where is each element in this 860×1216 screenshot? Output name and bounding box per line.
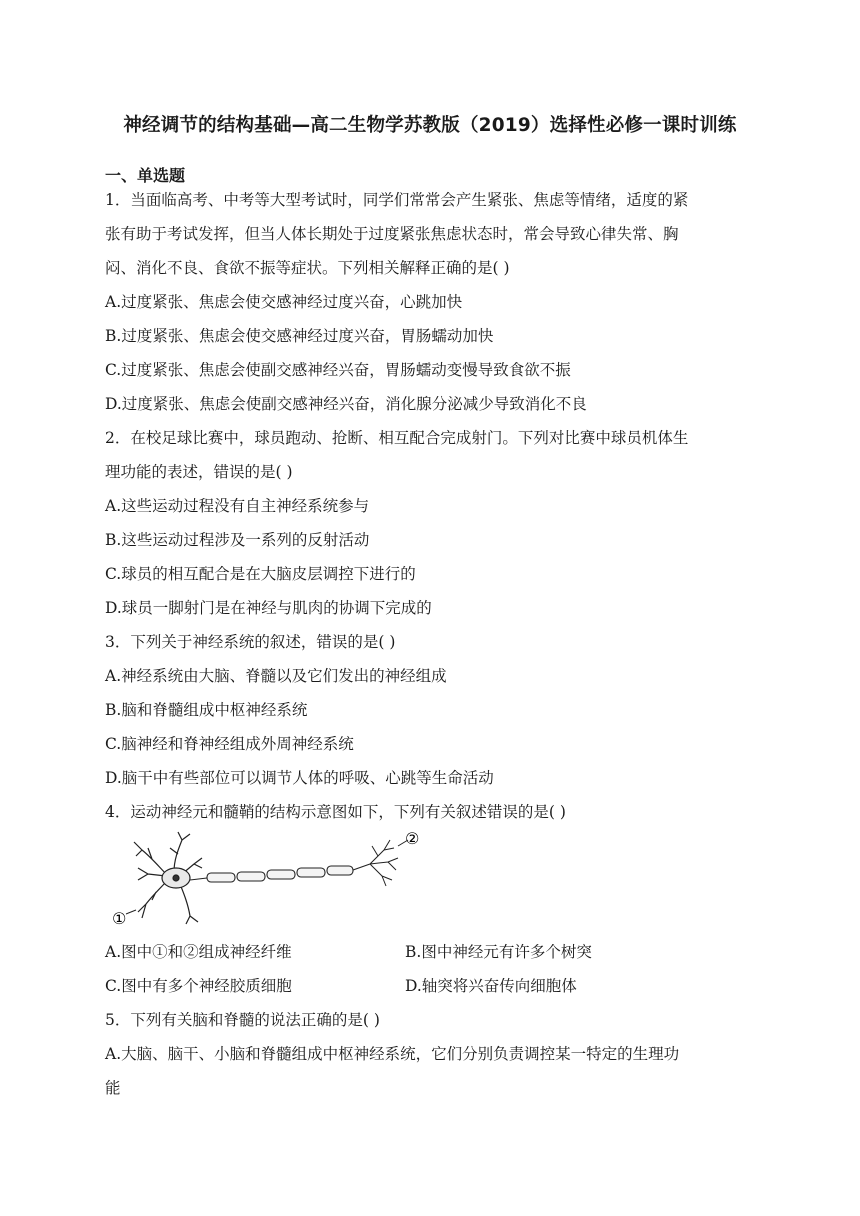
q5-option-a-line-1: A.大脑、脑干、小脑和脊髓组成中枢神经系统，它们分别负责调控某一特定的生理功 xyxy=(105,1045,680,1063)
q1-option-c: C.过度紧张、焦虑会使副交感神经兴奋，胃肠蠕动变慢导致食欲不振 xyxy=(105,361,571,379)
q2-stem-line-1: 2．在校足球比赛中，球员跑动、抢断、相互配合完成射门。下列对比赛中球员机体生 xyxy=(105,429,689,447)
q5-option-a-line-2: 能 xyxy=(105,1079,121,1097)
q4-option-c: C.图中有多个神经胶质细胞 xyxy=(105,977,292,995)
cell-body xyxy=(134,832,202,924)
section-heading: 一、单选题 xyxy=(105,166,186,185)
q2-option-c: C.球员的相互配合是在大脑皮层调控下进行的 xyxy=(105,565,416,583)
q1-option-a: A.过度紧张、焦虑会使交感神经过度兴奋，心跳加快 xyxy=(105,293,463,311)
label-1: ① xyxy=(112,909,127,926)
label-2: ② xyxy=(405,829,420,848)
q4-option-d: D.轴突将兴奋传向细胞体 xyxy=(405,977,577,995)
q1-stem-line-2: 张有助于考试发挥，但当人体长期处于过度紧张焦虑状态时，常会导致心律失常、胸 xyxy=(105,225,679,243)
q3-stem-line-1: 3．下列关于神经系统的叙述，错误的是( ) xyxy=(105,633,396,651)
q1-option-b: B.过度紧张、焦虑会使交感神经过度兴奋，胃肠蠕动加快 xyxy=(105,327,494,345)
q1-stem-line-3: 闷、消化不良、食欲不振等症状。下列相关解释正确的是( ) xyxy=(105,259,510,277)
q3-option-d: D.脑干中有些部位可以调节人体的呼吸、心跳等生命活动 xyxy=(105,769,494,787)
q2-option-a: A.这些运动过程没有自主神经系统参与 xyxy=(105,497,370,515)
q3-option-c: C.脑神经和脊神经组成外周神经系统 xyxy=(105,735,354,753)
motor-neuron-diagram xyxy=(112,828,422,926)
q3-option-a: A.神经系统由大脑、脊髓以及它们发出的神经组成 xyxy=(105,667,447,685)
q4-stem-line-1: 4．运动神经元和髓鞘的结构示意图如下，下列有关叙述错误的是( ) xyxy=(105,803,566,821)
q4-option-b: B.图中神经元有许多个树突 xyxy=(405,943,592,961)
q5-stem-line-1: 5．下列有关脑和脊髓的说法正确的是( ) xyxy=(105,1011,380,1029)
q1-option-d: D.过度紧张、焦虑会使副交感神经兴奋，消化腺分泌减少导致消化不良 xyxy=(105,395,587,413)
q3-option-b: B.脑和脊髓组成中枢神经系统 xyxy=(105,701,308,719)
q2-stem-line-2: 理功能的表述，错误的是( ) xyxy=(105,463,293,481)
q2-option-b: B.这些运动过程涉及一系列的反射活动 xyxy=(105,531,370,549)
q1-stem-line-1: 1．当面临高考、中考等大型考试时，同学们常常会产生紧张、焦虑等情绪，适度的紧 xyxy=(105,191,689,209)
q2-option-d: D.球员一脚射门是在神经与肌肉的协调下完成的 xyxy=(105,599,432,617)
axon-terminals xyxy=(370,840,398,886)
myelinated-axon xyxy=(190,864,370,882)
document-title: 神经调节的结构基础—高二生物学苏教版（2019）选择性必修一课时训练 xyxy=(123,115,737,136)
q4-option-a: A.图中①和②组成神经纤维 xyxy=(105,943,292,961)
